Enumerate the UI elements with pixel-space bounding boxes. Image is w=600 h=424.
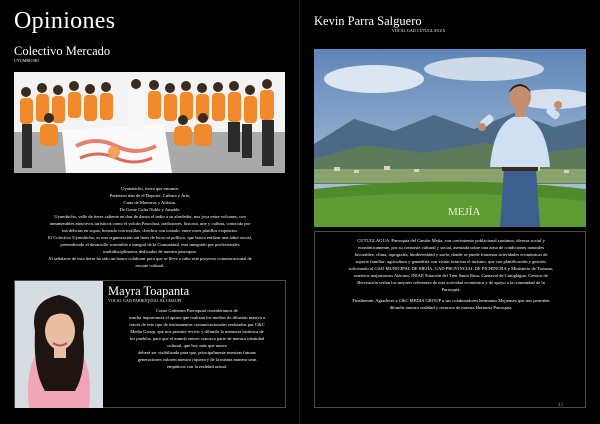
body-line: Portentos dan de el Deporte, Cultura y Arte; bbox=[109, 192, 191, 198]
kevin-landscape-photo bbox=[314, 49, 586, 227]
body-line: deberá ser visibilizada para que, principalmente nuestras futuras bbox=[138, 349, 256, 355]
body-line: Como Gobierno Parroquial consideramos de bbox=[156, 308, 238, 313]
body-line: Cuna de Maestros y Artistas, bbox=[123, 199, 177, 205]
body-line: rescate cultural. bbox=[135, 262, 165, 268]
body-line: CUTUGLAGUA. Parroquia del Cantón Mejía, con crecimiento poblacional continuo, diversa social y bbox=[357, 238, 545, 243]
body-line: sus delicias en sopas, hornado con tortillas, chochos con tostado, entre otros platillos exquisitos. bbox=[61, 227, 239, 233]
kevin-paragraph-2 bbox=[325, 298, 577, 312]
right-page bbox=[300, 0, 600, 424]
section-body bbox=[14, 186, 286, 270]
mayra-name: Mayra Toapanta bbox=[108, 284, 190, 298]
kevin-name: Kevin Parra Salguero bbox=[314, 14, 422, 28]
page-number: 43 bbox=[558, 403, 563, 408]
mayra-testimonial bbox=[14, 280, 286, 408]
body-line: cultural, que hoy más que nunca bbox=[167, 342, 227, 348]
page-title: Opiniones bbox=[14, 8, 116, 34]
body-line: generaciones valoren nuestra riqueza y de la misma manera sean bbox=[137, 356, 257, 362]
body-line: Media Group, que nos permite revivir y difundir la memoria histórica de bbox=[130, 328, 264, 334]
section-heading: Colectivo Mercado bbox=[14, 44, 111, 58]
body-line: los pueblos, para que el mundo entero conozca parte de nuestra identidad bbox=[129, 335, 265, 341]
body-line: económicamente, por su contraste cultural y social, asentada sobre una zona de condiciones naturales bbox=[357, 244, 545, 250]
body-line: multidisciplinarios dedicados de nuestra parroquia. bbox=[103, 248, 197, 254]
body-line: través de este tipo de instrumentos comunicacionales realizados por C&C bbox=[129, 321, 265, 327]
kevin-role: VOCAL GAD CUTUGLAGUA bbox=[392, 29, 446, 33]
section-subheading: UYUMBICHO bbox=[14, 59, 40, 63]
body-line: Al señalarse de esta tierra ha sido un honor colaborar para que se lleve a cabo este proyecto comunicacional de bbox=[48, 255, 252, 261]
body-line: empáticos con la realidad actual. bbox=[166, 363, 228, 369]
body-line: soporte familiar: agricultura y ganadería con visión futurista el turismo, que con planificación y gestión, bbox=[355, 258, 547, 264]
body-line: pretendiendo el desarrollo sostenible e integral de la Comunidad, está integrado por profesionales bbox=[60, 241, 240, 247]
body-line: nuestros majestuosos Atacazo, INIAP, Estación del Tren Santa Rosa, Carnaval de Cutuglagua, Centros de bbox=[354, 272, 548, 278]
photo-watermark: MEJÍA bbox=[448, 206, 481, 218]
body-line: difundir nuestra realidad y recursos de nuestra Hermosa Parroquia. bbox=[389, 304, 513, 310]
kevin-testimonial bbox=[314, 231, 586, 408]
body-line: Uyumbicho, valle de tierra caliente en don de danza el indio a su alrededor, nos joya entre volcanes, con bbox=[54, 213, 246, 219]
body-line: mucha importancia el aporte que realizan los medios de difusión masiva a bbox=[129, 314, 265, 320]
body-line: favorables: clima, topografía, biodiversidad y suelo, donde se puede fomentar actividades económicas de bbox=[354, 251, 548, 257]
mayra-body bbox=[111, 308, 283, 371]
group-photo bbox=[14, 72, 285, 173]
body-line: solicitando al GAD MUNICIPAL DE MEJÍA, GAD PROVINCIAL DE PICHINCHA y Ministerio de Turismo, bbox=[348, 265, 554, 271]
mayra-portrait bbox=[15, 281, 103, 408]
kevin-paragraph-1 bbox=[325, 238, 577, 294]
body-line: Parroquia. bbox=[441, 286, 461, 292]
body-line: De Gente Culta Noble y Amable. bbox=[119, 206, 181, 212]
body-line: Recreación serían los mejores referentes de esta actividad económica y de apoyo a la comunidad de la bbox=[357, 279, 545, 285]
body-line: Finalmente: Agradecer a C&C MEDIA GROUP a sus colaboradores hermanos Mejienses que nos permiten bbox=[352, 298, 550, 303]
body-line: Uyumbicho, tierra que encanta; bbox=[121, 186, 179, 191]
body-line: innumerables atractivos turísticos como el volcán Pasochoa, tradiciones, historia, arte y cultura, conocida por bbox=[49, 220, 251, 226]
body-line: El Colectivo Uyumbicho, es una organización sin fines de lucro ni político, que busca realizar una labor social, bbox=[47, 234, 253, 240]
mayra-role: VOCAL GAD PARROQUIAL EL CHAUPI bbox=[108, 299, 182, 303]
